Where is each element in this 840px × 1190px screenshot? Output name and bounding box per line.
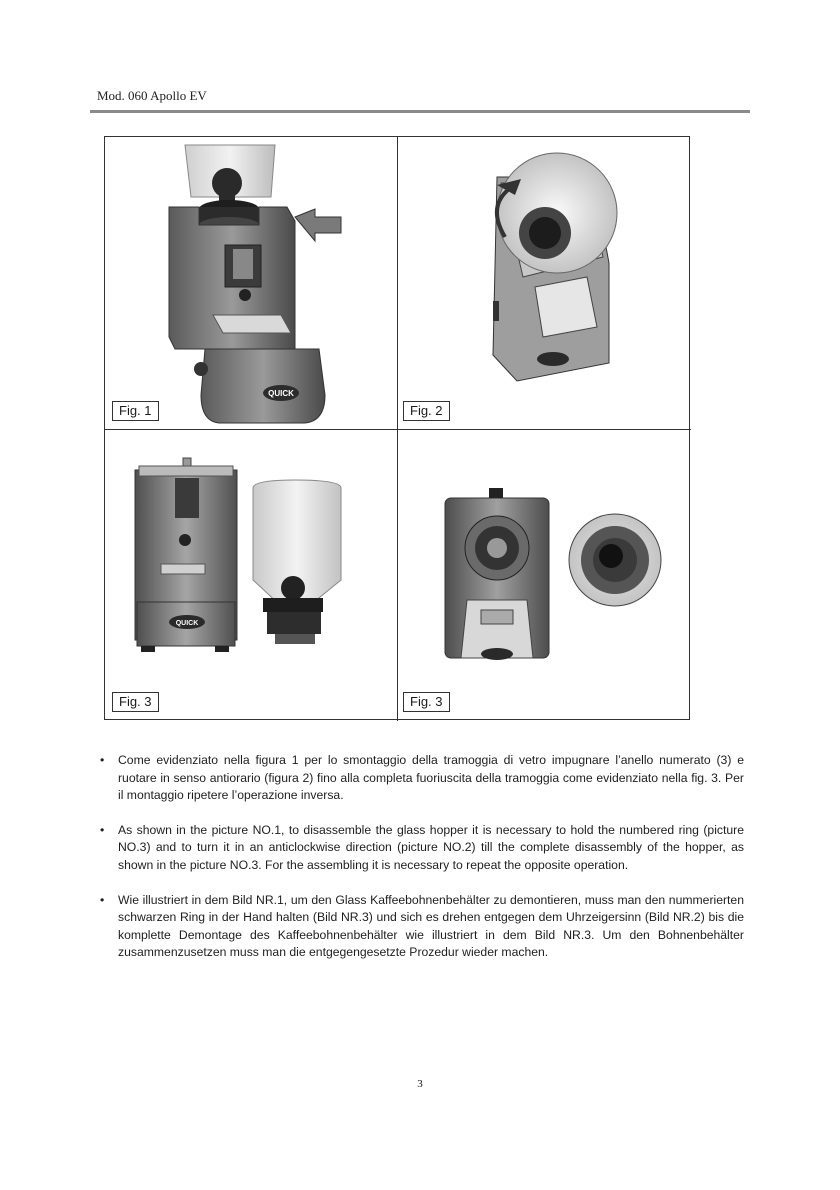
figure-label: Fig. 1 — [112, 401, 159, 421]
figure-grid — [104, 136, 690, 720]
paragraph-english: As shown in the picture NO.1, to disassemble the glass hopper it is necessary to hold the numbered ring (picture NO.3) and to turn it in an anticlockwise direction (picture NO.2) till the complete disassembly of the hopper, as shown in the picture NO.3. For the assembling it is necessary to repeat the opposite operation. — [118, 822, 744, 872]
figure-label: Fig. 2 — [403, 401, 450, 421]
figure-label: Fig. 3 — [112, 692, 159, 712]
list-item — [98, 892, 744, 962]
figure-label: Fig. 3 — [403, 692, 450, 712]
paragraph-italian: Come evidenziato nella figura 1 per lo smontaggio della tramoggia di vetro impugnare l’anello numerato (3) e ruotare in senso antiorario (figura 2) fino alla completa fuoriuscita della tramoggia come evidenziato nella fig. 3. Per il montaggio ripetere l’operazione inversa. — [118, 753, 744, 803]
figure-2 — [397, 137, 691, 429]
bullet-icon: • — [100, 822, 105, 837]
list-item — [98, 752, 744, 805]
grinder-front-illustration — [105, 137, 397, 429]
quick-logo-fig1: QUICK — [268, 389, 294, 398]
document-header-title: Mod. 060 Apollo EV — [97, 88, 207, 103]
grinder-disassembled-illustration — [105, 430, 397, 721]
figure-1 — [105, 137, 397, 429]
paragraph-german: Wie illustriert in dem Bild NR.1, um den Glass Kaffeebohnenbehälter zu demontieren, muss man den nummerierten schwarzen Ring in der Hand halten (Bild NR.3) und sich es drehen entgegen dem Uhrzeigersinn (Bild NR.2) bis die komplette Demontage des Kaffeebohnenbehälter wie illustriert in dem Bild NR.3. Um den Bohnenbehälter zusammenzusetzen muss man die entgegengesetzte Prozedur wieder machen. — [118, 892, 744, 960]
header-rule — [90, 110, 750, 113]
arrow-icon — [295, 209, 341, 241]
grinder-rotation-illustration — [397, 137, 691, 429]
figure-3-right — [397, 430, 691, 721]
instruction-list — [98, 752, 744, 979]
bullet-icon: • — [100, 892, 105, 907]
page-number: 3 — [417, 1078, 423, 1090]
grinder-top-view-illustration — [397, 430, 691, 721]
figure-3-left — [105, 430, 397, 721]
bullet-icon: • — [100, 753, 105, 767]
list-item — [98, 822, 744, 875]
quick-logo-fig3: QUICK — [175, 620, 199, 627]
